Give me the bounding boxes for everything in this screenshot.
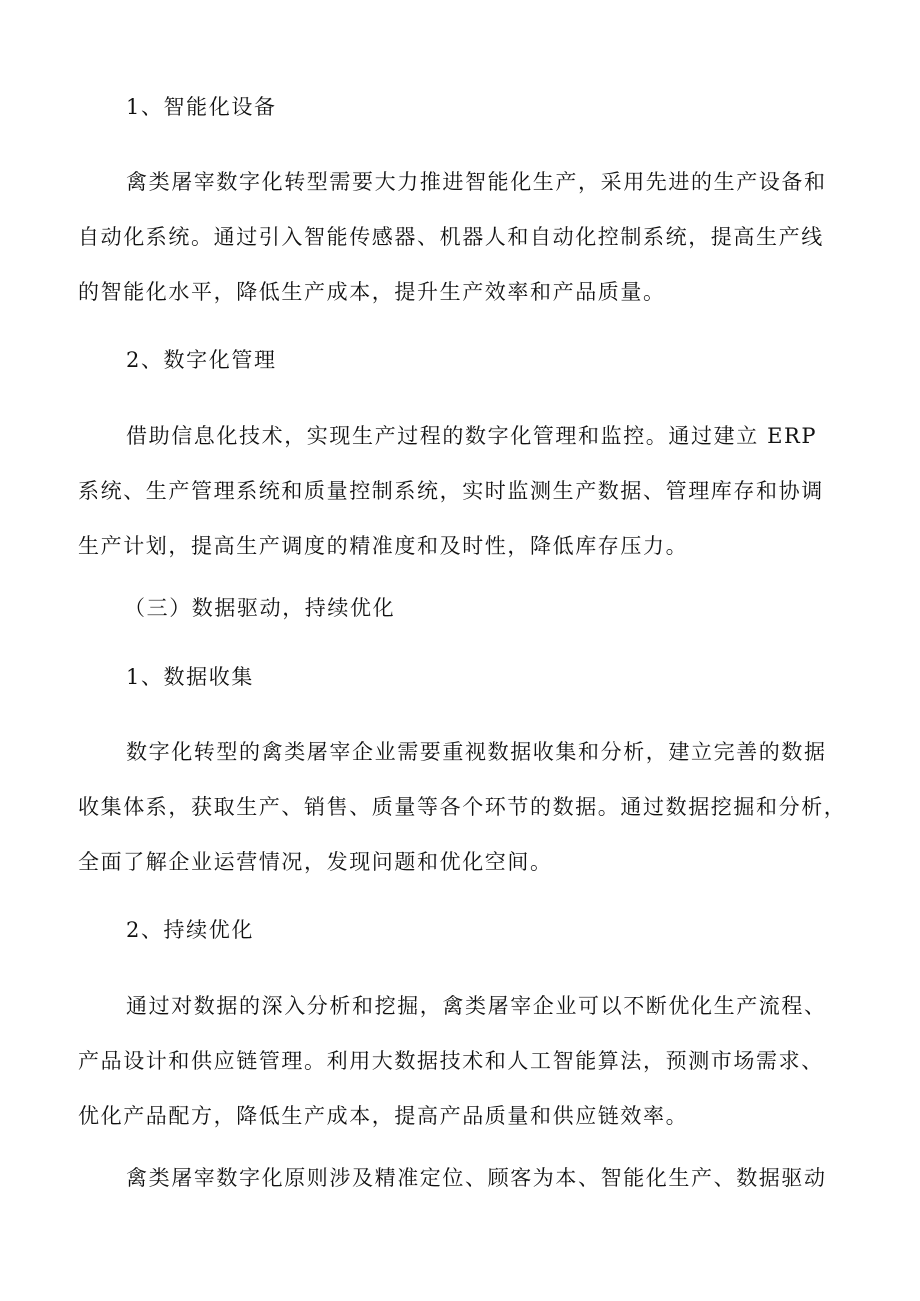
chapter-subheading-data-driven: （三）数据驱动，持续优化 (124, 596, 396, 620)
paragraph-line: 禽类屠宰数字化转型需要大力推进智能化生产，采用先进的生产设备和 (126, 170, 827, 194)
paragraph-line: 优化产品配方，降低生产成本，提高产品质量和供应链效率。 (78, 1104, 689, 1128)
section-heading-intelligent-equipment: 1、智能化设备 (126, 95, 277, 119)
paragraph-line: 禽类屠宰数字化原则涉及精准定位、顾客为本、智能化生产、数据驱动 (126, 1166, 827, 1190)
paragraph-line: 全面了解企业运营情况，发现问题和优化空间。 (78, 850, 553, 874)
paragraph-line: 系统、生产管理系统和质量控制系统，实时监测生产数据、管理库存和协调 (78, 479, 824, 503)
section-heading-digital-management: 2、数字化管理 (126, 348, 277, 372)
section-heading-data-collection: 1、数据收集 (126, 665, 254, 689)
section-heading-continuous-optimization: 2、持续优化 (126, 918, 254, 942)
paragraph-line: 数字化转型的禽类屠宰企业需要重视数据收集和分析，建立完善的数据 (126, 740, 827, 764)
paragraph-line: 生产计划，提高生产调度的精准度和及时性，降低库存压力。 (78, 534, 689, 558)
paragraph-line: 自动化系统。通过引入智能传感器、机器人和自动化控制系统，提高生产线 (78, 225, 824, 249)
paragraph-line: 收集体系，获取生产、销售、质量等各个环节的数据。通过数据挖掘和分析， (78, 795, 847, 819)
paragraph-line: 的智能化水平，降低生产成本，提升生产效率和产品质量。 (78, 280, 666, 304)
paragraph-line: 借助信息化技术，实现生产过程的数字化管理和监控。通过建立 ERP (126, 424, 818, 448)
paragraph-line: 通过对数据的深入分析和挖掘，禽类屠宰企业可以不断优化生产流程、 (126, 994, 827, 1018)
paragraph-line: 产品设计和供应链管理。利用大数据技术和人工智能算法，预测市场需求、 (78, 1049, 824, 1073)
